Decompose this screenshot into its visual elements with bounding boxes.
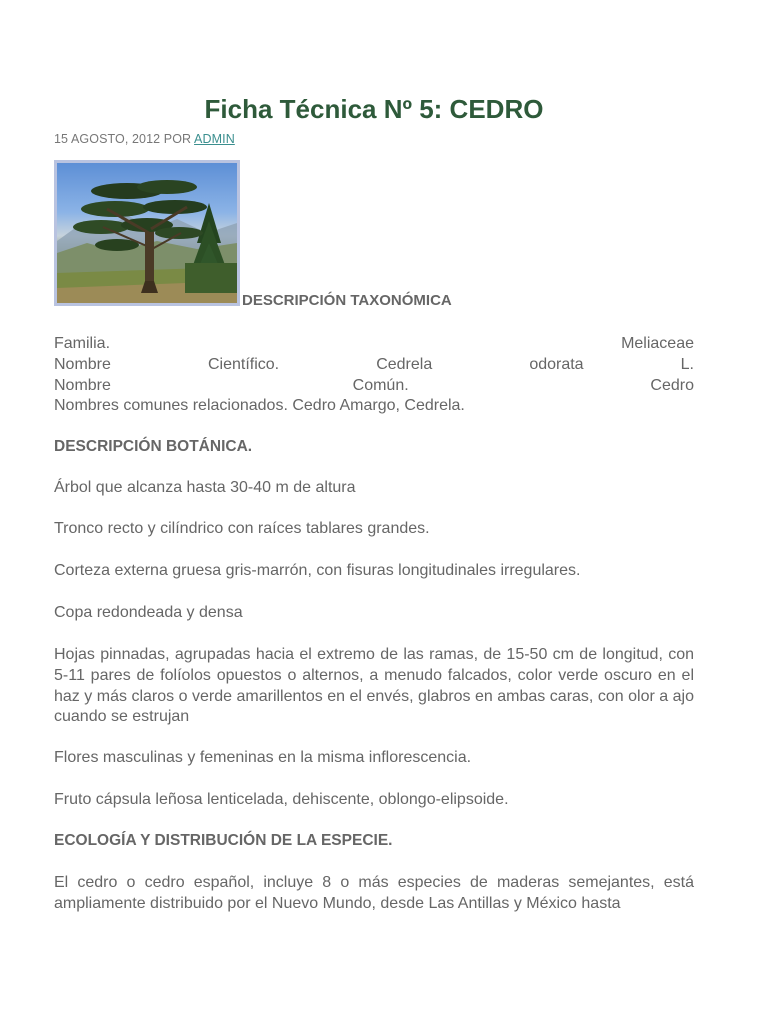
photo-row	[54, 160, 694, 310]
botanica-paragraph: Tronco recto y cilíndrico con raíces tablares grandes.	[54, 520, 430, 537]
botanica-paragraph: Árbol que alcanza hasta 30-40 m de altura	[54, 479, 356, 496]
taxonomy-row-cientifico	[54, 355, 694, 376]
botanica-paragraph: Copa redondeada y densa	[54, 604, 243, 621]
botanica-heading: DESCRIPCIÓN BOTÁNICA.	[54, 438, 253, 455]
cedar-tree-photo	[54, 160, 240, 306]
taxonomy-word: odorata	[529, 355, 584, 373]
taxonomy-word: Nombre	[54, 376, 111, 394]
cedar-tree-illustration	[57, 163, 237, 303]
taxonomy-row-relacionados	[54, 396, 694, 417]
article-title: Ficha Técnica Nº 5: CEDRO	[204, 94, 544, 124]
ecologia-heading: ECOLOGÍA Y DISTRIBUCIÓN DE LA ESPECIE.	[54, 832, 393, 849]
taxonomy-row-familia	[54, 334, 694, 355]
taxonomy-related-names: Nombres comunes relacionados. Cedro Amargo, Cedrela.	[54, 397, 465, 415]
ecologia-paragraph: El cedro o cedro español, incluye 8 o más especies de maderas semejantes, está ampliamente distribuido por el Nuevo Mundo, desde Las Antillas y México hasta	[54, 874, 694, 912]
botanica-paragraph: Corteza externa gruesa gris-marrón, con fisuras longitudinales irregulares.	[54, 562, 581, 579]
taxonomy-word: Cedro	[650, 376, 694, 394]
author-link[interactable]: ADMIN	[194, 132, 235, 146]
taxonomy-word: L.	[680, 355, 694, 373]
taxonomy-word: Nombre	[54, 355, 111, 373]
taxonomy-word: Común.	[352, 376, 409, 394]
taxonomy-word: Cedrela	[376, 355, 433, 373]
taxonomy-word: Científico.	[207, 355, 280, 373]
botanica-paragraph: Fruto cápsula leñosa lenticelada, dehiscente, oblongo-elipsoide.	[54, 791, 509, 808]
botanica-paragraph: Flores masculinas y femeninas en la misma inflorescencia.	[54, 749, 472, 766]
taxonomy-value: Meliaceae	[621, 335, 694, 352]
taxonomy-label: Familia.	[54, 335, 111, 352]
taxonomy-block	[54, 334, 694, 417]
botanica-paragraph: Hojas pinnadas, agrupadas hacia el extremo de las ramas, de 15-50 cm de longitud, con 5-11 pares de folíolos opuestos o alternos, a menudo falcados, color verde oscuro en el haz y más claros o verde amarillentos en el envés, glabros en ambas caras, con olor a ajo cuando se estrujan	[54, 646, 694, 726]
taxonomy-row-comun	[54, 376, 694, 397]
taxonomy-heading: DESCRIPCIÓN TAXONÓMICA	[242, 292, 452, 309]
article-date-by: 15 AGOSTO, 2012 POR	[54, 132, 195, 146]
article-meta	[54, 131, 235, 147]
